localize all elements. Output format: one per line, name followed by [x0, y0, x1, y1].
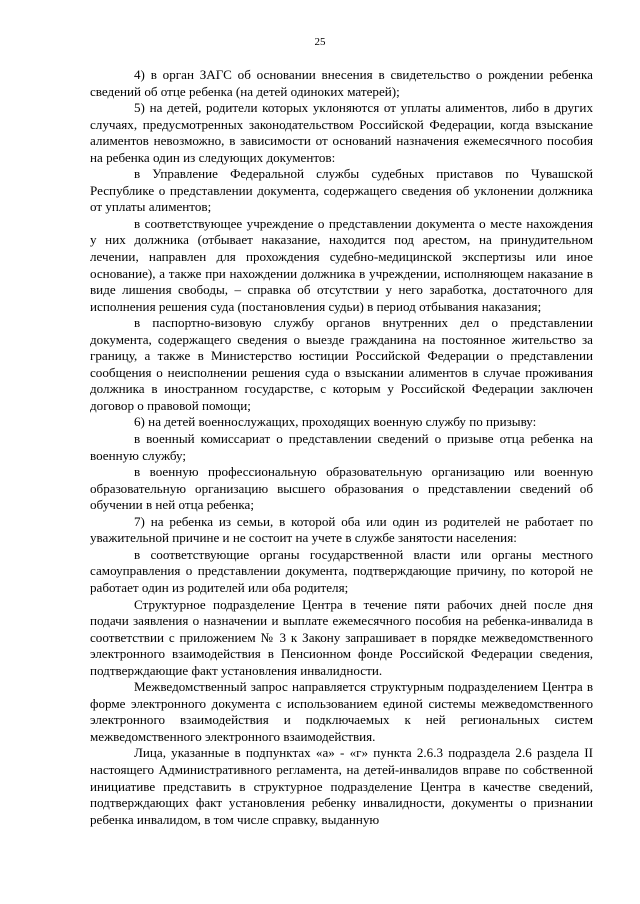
paragraph-passport-visa-service: в паспортно-визовую службу органов внутренних дел о представлении документа, содержащего сведения о выезде гражданина на постоянное жительство за границу, а также в Министерство юстиции Российской Федерации о представлении сообщения о неисполнении решения суда о взыскании алиментов в случае проживания должника в иностранном государстве, с которым у Российской Федерации заключен договор о правовой помощи;	[90, 315, 593, 413]
paragraph-alimony-evasion: 5) на детей, родители которых уклоняются от уплаты алиментов, либо в других случаях, предусмотренных законодательством Российской Федерации, когда взыскание алиментов невозможно, в зависимости от оснований назначения ежемесячного пособия на ребенка один из следующих документов:	[90, 100, 593, 165]
paragraph-center-division: Структурное подразделение Центра в течение пяти рабочих дней после дня подачи заявления о назначении и выплате ежемесячного пособия на ребенка-инвалида в соответствии с приложением № 3 к Закону запрашивает в порядке межведомственного электронного взаимодействия в Пенсионном фонде Российской Федерации сведения, подтверждающие факт установления инвалидности.	[90, 596, 593, 678]
paragraph-military-commissariat: в военный комиссариат о представлении сведений о призыве отца ребенка на военную службу;	[90, 431, 593, 463]
paragraph-zags-request: 4) в орган ЗАГС об основании внесения в свидетельство о рождении ребенка сведений об отце ребенка (на детей одиноких матерей);	[90, 67, 593, 99]
paragraph-unemployed-parents: 7) на ребенка из семьи, в которой оба или один из родителей не работает по уважительной причине и не состоит на учете в службе занятости населения:	[90, 513, 593, 546]
paragraph-government-bodies: в соответствующие органы государственной власти или органы местного самоуправления о представлении документа, подтверждающие причину, по которой не работает один из родителей или оба родителя;	[90, 546, 593, 595]
page-number: 25	[314, 36, 326, 48]
paragraph-conscripts-children: 6) на детей военнослужащих, проходящих военную службу по призыву:	[134, 414, 537, 430]
paragraph-debtor-location: в соответствующее учреждение о представлении документа о месте нахождения у них должника (отбывает наказание, находится под арестом, на принудительном лечении, направлен для прохождения судебно-медицинской экспертизы или иное основание), а также при нахождении должника в учреждении, исполняющем наказание в виде лишения свободы, – справка об отсутствии у него заработка, достаточного для исполнения решения суда (постановления судьи) в период отбывания наказания;	[90, 215, 593, 314]
paragraph-interagency-request: Межведомственный запрос направляется структурным подразделением Центра в форме электронного документа с использованием единой системы межведомственного электронного взаимодействия и подключаемых к ней региональных систем межведомственного электронного взаимодействия.	[90, 679, 593, 744]
paragraph-military-education: в военную профессиональную образовательную организацию или военную образовательную организацию высшего образования о представлении сведений об обучении в ней отца ребенка;	[90, 464, 593, 513]
paragraph-disability-documents: Лица, указанные в подпунктах «а» - «г» пункта 2.6.3 подраздела 2.6 раздела II настоящего Административного регламента, на детей-инвалидов вправе по собственной инициативе представить в структурное подразделение Центра в качестве сведений, подтверждающих факт установления ребенку инвалидности, документы о признании ребенка инвалидом, в том числе справку, выданную	[90, 745, 593, 827]
paragraph-bailiff-service: в Управление Федеральной службы судебных приставов по Чувашской Республике о представлении документа, содержащего сведения об уклонении должника от уплаты алиментов;	[90, 166, 593, 215]
document-body	[90, 67, 593, 828]
